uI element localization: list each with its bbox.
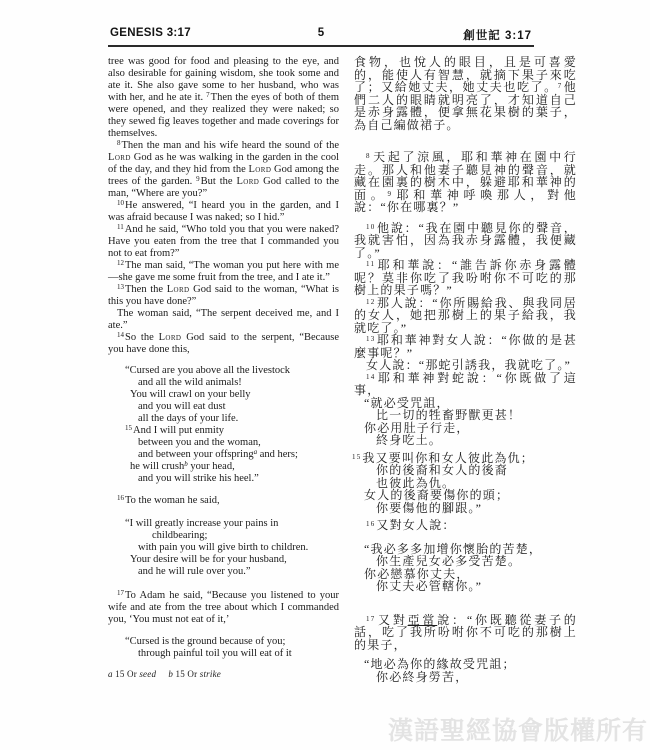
divine-name: Lord (236, 176, 260, 187)
poetry-block (354, 397, 577, 447)
text-run: The woman said, “The serpent deceived me, and I ate.” (108, 308, 339, 331)
text-run: 你必戀慕你丈夫， (364, 566, 470, 581)
text-run: 女人說：“那蛇引誘我，我就吃了。” (366, 358, 572, 372)
text-run: 耶和華神對蛇說：“你既做了這事， (354, 370, 577, 397)
verse-number: 11 (366, 260, 376, 268)
text-run: Then the (125, 284, 167, 295)
paragraph (354, 372, 577, 397)
spacer (108, 660, 339, 668)
paragraph (108, 495, 339, 507)
paragraph (354, 519, 577, 532)
poetry-block (108, 636, 339, 660)
text-run: “Cursed are you above all the livestock (125, 365, 291, 376)
text-run (156, 669, 168, 679)
verse-number: 8 (117, 139, 121, 147)
text-run: and between your offspring (138, 449, 254, 460)
poetry-line (138, 449, 339, 461)
text-run: 15 Or (112, 669, 140, 679)
verse-number: 14 (117, 331, 124, 339)
footnotes-line (108, 668, 339, 680)
text-run: between you and the woman, (138, 437, 261, 448)
divine-name: Lord (158, 332, 182, 343)
english-column (108, 56, 339, 680)
divine-name: Lord (166, 284, 190, 295)
paragraph (108, 284, 339, 308)
text-run: “我必多多加增你懷胎的苦楚， (364, 541, 543, 556)
text-run: God said to the woman, “What is this you have done?” (108, 284, 340, 307)
verse-number: 17 (117, 589, 124, 597)
text-run: 你生產兒女必多受苦楚。 (376, 554, 522, 568)
proper-name: 亞當 (407, 612, 438, 627)
paragraph (108, 308, 339, 332)
text-run: through painful toil you will eat of it (138, 648, 292, 659)
paragraph (354, 222, 577, 260)
poetry-block (108, 518, 339, 578)
running-header (108, 27, 534, 47)
poetry-line (125, 636, 339, 648)
text-run: 15 Or (173, 669, 200, 679)
poetry-line (125, 365, 339, 377)
text-run: And he said, “Who told you that you were naked? Have you eaten from the tree that I commanded you not to eat from?” (108, 224, 339, 259)
footnote-text: b (168, 669, 174, 679)
poetry-line (130, 461, 339, 473)
poetry-line (376, 434, 577, 447)
poetry-line (138, 413, 339, 425)
text-run: “就必受咒詛， (364, 395, 450, 410)
poetry-block (354, 452, 577, 515)
verse-number: 10 (366, 222, 376, 231)
poetry-line (138, 473, 339, 485)
verse-number: 7 (557, 82, 563, 90)
text-run: 又對女人說： (376, 518, 456, 532)
verse-number: 9 (196, 175, 200, 183)
text-run: But the (200, 176, 237, 187)
paragraph (108, 200, 339, 224)
text-run: 你必用肚子行走， (364, 420, 470, 435)
text-run: childbearing; (152, 530, 208, 541)
footnote-marker: b (184, 460, 188, 468)
text-run: 也彼此為仇。 (376, 475, 456, 490)
paragraph (108, 332, 339, 356)
poetry-line (130, 554, 339, 566)
verse-number: 14 (366, 372, 376, 381)
verse-number: 16 (366, 520, 376, 528)
spacer (108, 626, 339, 636)
text-run: To the woman he said, (125, 495, 220, 506)
header-left-title: GENESIS 3:17 (110, 27, 191, 39)
verse-number: 8 (366, 152, 371, 160)
text-run: all the days of your life. (138, 413, 239, 424)
verse-number: 11 (117, 223, 124, 231)
spacer (108, 578, 339, 590)
paragraph (354, 56, 577, 131)
poetry-block (354, 658, 577, 683)
text-run: 耶和華神呼喚那人，對他說：“你在哪裏？” (354, 187, 578, 214)
text-run: “I will greatly increase your pains in (125, 518, 279, 529)
paragraph (108, 140, 339, 200)
footnote-marker: a (253, 448, 258, 456)
poetry-line (376, 580, 577, 593)
text-run: 女人的後裔要傷你的頭； (364, 488, 510, 502)
poetry-line (138, 566, 339, 578)
text-run: 他們二人的眼睛就明亮了，才知道自己是赤身露體，便拿無花果樹的葉子，為自己編做裙子。 (354, 80, 577, 132)
text-run: God among the trees of the garden. (108, 164, 339, 187)
paragraph (108, 224, 339, 260)
verse-number: 15 (352, 452, 362, 461)
text-run: 比一切的牲畜野獸更甚！ (376, 408, 522, 422)
text-run: “Cursed is the ground because of you; (125, 636, 286, 647)
poetry-line (125, 425, 339, 437)
verse-number: 15 (125, 424, 132, 432)
poetry-line (138, 542, 339, 554)
text-run: and he will rule over you.” (138, 566, 251, 577)
spacer (108, 507, 339, 518)
verse-number: 10 (117, 199, 124, 207)
paragraph (354, 259, 577, 297)
verse-number: 17 (366, 614, 376, 623)
text-run: tree was good for food and pleasing to the eye, and also desirable for gaining wisdom, she took some and ate it. She also gave some to her husband, who was with her, and he ate it. (108, 56, 339, 103)
text-run: 你的後裔和女人的後裔 (376, 463, 509, 477)
footnote-text: strike (199, 669, 221, 679)
text-run: 食物，也悅人的眼目，且是可喜愛的，能使人有智慧，就摘下果子來吃了；又給她丈夫，她丈夫也吃了。 (354, 55, 577, 94)
text-run: The man said, “The woman you put here with me—she gave me some fruit from the tree, and I ate it.” (108, 260, 339, 283)
poetry-line (138, 437, 339, 449)
text-run: 天起了涼風，耶和華神在園中行走。那人和他妻子聽見神的聲音，就藏在園裏的樹木中，躲避耶和華神的面。 (354, 150, 577, 202)
header-page-number: 5 (317, 27, 325, 39)
text-run: he will crush (130, 461, 185, 472)
text-run: your head, (187, 461, 235, 472)
text-run: 說：“你既聽從妻子的話，吃了我所吩咐你不可吃的那樹上的果子， (354, 612, 577, 652)
footnote-text: seed (139, 669, 157, 679)
text-run: with pain you will give birth to children. (138, 542, 309, 553)
text-run: Then the eyes of both of them were opened, and they realized they were naked; so they sewed fig leaves together and made coverings for themselves. (108, 92, 339, 139)
footnote-text: a (108, 669, 113, 679)
text-run: He answered, “I heard you in the garden, and I was afraid because I was naked; so I hid.” (108, 200, 339, 223)
text-run: 你必終身勞苦， (376, 669, 469, 684)
paragraph (354, 151, 577, 214)
text-run: And I will put enmity (133, 425, 224, 436)
verse-number: 7 (206, 91, 210, 99)
spacer (108, 485, 339, 495)
text-run: 你丈夫必管轄你。” (376, 579, 483, 593)
text-run: God called to the man, “Where are you?” (108, 176, 339, 199)
text-run: Your desire will be for your husband, (130, 554, 287, 565)
poetry-line (138, 401, 339, 413)
paragraph (108, 56, 339, 140)
header-right-title: 創世記 3:17 (463, 30, 532, 42)
text-run: So the (125, 332, 159, 343)
poetry-line (125, 518, 339, 530)
paragraph (354, 334, 577, 359)
text-run: Then the man and his wife heard the sound of the (121, 140, 339, 151)
text-run: 我又要叫你和女人彼此為仇； (362, 450, 535, 465)
text-run: 你要傷他的腳跟。” (376, 500, 483, 515)
copyright-watermark: 漢語聖經協會版權所有 (387, 717, 648, 745)
divine-name: Lord (108, 152, 131, 163)
text-run: 又對 (376, 612, 408, 627)
spacer (108, 356, 339, 365)
text-run: You will crawl on your belly (130, 389, 251, 400)
verse-number: 16 (117, 494, 124, 502)
paragraph (108, 260, 339, 284)
text-run: and all the wild animals! (138, 377, 242, 388)
text-run: 那人說：“你所賜給我、與我同居的女人，她把那樹上的果子給我，我就吃了。” (354, 295, 577, 335)
text-run: 耶和華說：“誰告訴你赤身露體呢？莫非你吃了我吩咐你不可吃的那樹上的果子嗎？” (354, 258, 577, 297)
text-run: To Adam he said, “Because you listened to your wife and ate from the tree about which I commanded you, ‘You must not eat of it,’ (108, 590, 339, 625)
text-run: and you will strike his heel.” (138, 473, 259, 484)
verse-number: 9 (387, 189, 393, 198)
poetry-line (152, 530, 339, 542)
text-run: 他說：“我在園中聽見你的聲音，我就害怕，因為我赤身露體，我便藏了。” (354, 220, 577, 260)
poetry-block (354, 543, 577, 593)
text-run: God said to the serpent, “Because you have done this, (108, 332, 339, 355)
verse-number: 12 (117, 259, 124, 267)
paragraph (354, 297, 577, 335)
divine-name: Lord (248, 164, 272, 175)
poetry-block (108, 365, 339, 485)
verse-number: 13 (117, 283, 124, 291)
spacer (354, 131, 577, 151)
text-run: 耶和華神對女人說：“你做的是甚麼事呢？” (354, 333, 577, 360)
text-run: 終身吃土。 (376, 433, 443, 447)
poetry-line (138, 648, 339, 660)
chinese-column (354, 56, 577, 683)
paragraph (108, 590, 339, 626)
text-run: and hers; (257, 449, 298, 460)
poetry-line (138, 377, 339, 389)
text-run: God as he was walking in the garden in the cool of the day, and they hid from the (108, 152, 339, 175)
verse-number: 12 (366, 297, 376, 306)
poetry-line (376, 502, 577, 515)
spacer (354, 593, 577, 614)
poetry-line (130, 389, 339, 401)
paragraph (354, 614, 577, 652)
poetry-line (376, 671, 577, 684)
verse-number: 13 (366, 335, 376, 343)
text-run: and you will eat dust (138, 401, 226, 412)
text-run: “地必為你的緣故受咒詛； (364, 657, 516, 671)
